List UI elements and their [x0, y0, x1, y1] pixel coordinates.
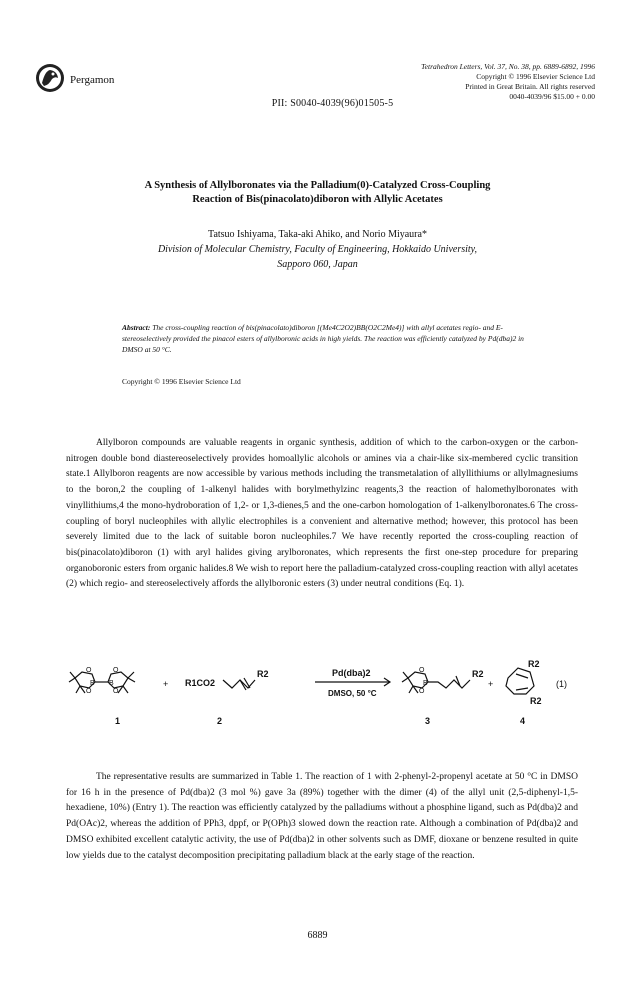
copyright-line: Copyright © 1996 Elsevier Science Ltd	[476, 72, 595, 81]
compound-label-1: 1	[115, 716, 121, 726]
oxygen-atom-label: O	[419, 667, 425, 674]
abstract-text: The cross-coupling reaction of bis(pinacolato)diboron [(Me4C2O2)BB(O2C2Me4)] with allyl acetates regio- and E-stereoselectively provided the pinacol esters of allylboronic acids in high yields. The reaction was efficiently catalyzed by Pd(dba)2 in DMSO at 50 °C.	[122, 323, 524, 354]
plus-sign: +	[488, 679, 494, 689]
catalyst-label: Pd(dba)2	[332, 668, 371, 678]
oxygen-atom-label: O	[113, 688, 119, 695]
pii-text: PII: S0040-4039(96)01505-5	[271, 98, 394, 109]
r2-label: R2	[530, 696, 542, 706]
abstract	[122, 322, 532, 355]
equation-number: (1)	[556, 679, 567, 689]
reagent-label: R1CO2	[185, 678, 216, 688]
journal-line: Tetrahedron Letters, Vol. 37, No. 38, pp. 6889-6892, 1996	[421, 62, 595, 71]
authors: Tatsuo Ishiyama, Taka-aki Ahiko, and Norio Miyaura*	[208, 229, 427, 240]
title-line-2: Reaction of Bis(pinacolato)diboron with Allylic Acetates	[192, 194, 443, 205]
printed-line: Printed in Great Britain. All rights reserved	[465, 82, 595, 91]
affiliation-line-2: Sapporo 060, Japan	[277, 259, 358, 270]
boron-atom-label: B	[423, 680, 428, 687]
price-line: 0040-4039/96 $15.00 + 0.00	[509, 92, 595, 101]
body-paragraph-1: Allylboron compounds are valuable reagents in organic synthesis, addition of which to the carbon-oxygen or the carbon-nitrogen double bond diastereoselectively provides homoallylic alcohols or amines via a chair-like six-membered cyclic transition state.1 Allylboron reagents are now accessible by various methods including the transmetalation of allyllithiums or allylmagnesiums to the boron,2 the coupling of 1-alkenyl halides with borylmethylzinc reagents,3 the reaction of halomethylboronates with vinyllithiums,4 the mono-hydroboration of 1,2- or 1,3-dienes,5 and the one-carbon homologation of 1-alkenylboronates.6 The cross-coupling of boryl nucleophiles with allylic electrophiles is a convenient and alternative method; however, this protocol has been severely limited due to the lack of suitable boron nucleophiles.7 We have recently reported the cross-coupling reaction of bis(pinacolato)diboron (1) with aryl halides giving arylboronates, which represents the first one-step procedure for preparing organoboronic esters from organic halides.8 We wish to report here the palladium-catalyzed cross-coupling reaction with allyl acetates (2) which regio- and stereoselectively affords the allylboronic esters (3) under neutral conditions (Eq. 1).	[66, 438, 578, 590]
reaction-scheme	[60, 660, 580, 755]
title-line-1: A Synthesis of Allylboronates via the Palladium(0)-Catalyzed Cross-Coupling	[144, 180, 491, 191]
body-paragraph-2: The representative results are summarized in Table 1. The reaction of 1 with 2-phenyl-2-propenyl acetate at 50 °C in DMSO for 16 h in the presence of Pd(dba)2 (3 mol %) gave 3a (89%) together with the dimer (4) of the allyl unit (2,5-diphenyl-1,5-hexadiene, 10%) (Entry 1). The reaction was efficiently catalyzed by the palladiums without a phosphine ligand, such as Pd(dba)2 and Pd(OAc)2, whereas the addition of PPh3, dppf, or P(OPh)3 slowed down the reaction rate. Although a combination of Pd(dba)2 and DMSO exhibited excellent catalytic activity, the use of Pd(dba)2 in other solvents such as DMF, dioxane or benzene resulted in quite low yields due to the catalyst decomposition precipitating palladium black at the early stage of the reaction.	[66, 772, 578, 861]
boron-atom-label: B	[90, 680, 95, 687]
r2-label: R2	[257, 669, 269, 679]
journal-info	[335, 62, 595, 102]
page-number: 6889	[307, 930, 328, 941]
pergamon-logo-icon	[35, 63, 65, 93]
boron-atom-label: B	[109, 680, 114, 687]
affiliation	[60, 242, 575, 272]
oxygen-atom-label: O	[113, 667, 119, 674]
r2-label: R2	[472, 669, 484, 679]
oxygen-atom-label: O	[86, 688, 92, 695]
compound-label-2: 2	[217, 716, 223, 726]
compound-label-4: 4	[520, 716, 526, 726]
conditions-label: DMSO, 50 °C	[328, 689, 377, 698]
oxygen-atom-label: O	[419, 688, 425, 695]
publisher-name: Pergamon	[70, 74, 115, 86]
affiliation-line-1: Division of Molecular Chemistry, Faculty of Engineering, Hokkaido University,	[157, 244, 478, 255]
abstract-copyright: Copyright © 1996 Elsevier Science Ltd	[122, 377, 241, 386]
abstract-label: Abstract:	[122, 323, 151, 332]
pii	[0, 98, 635, 109]
r2-label: R2	[528, 660, 540, 669]
plus-sign: +	[163, 679, 169, 689]
oxygen-atom-label: O	[86, 667, 92, 674]
compound-label-3: 3	[425, 716, 431, 726]
article-title	[60, 179, 575, 207]
